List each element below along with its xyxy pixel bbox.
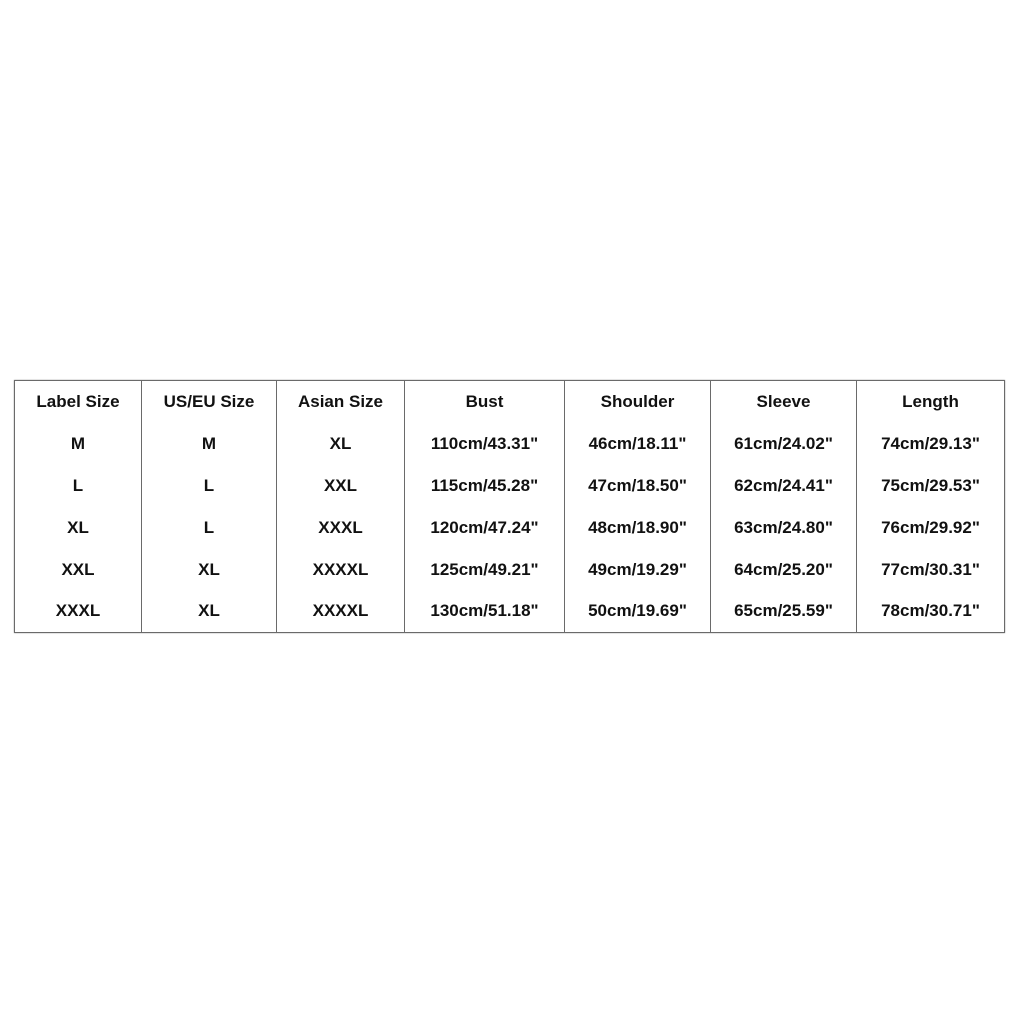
cell-sleeve: 62cm/24.41": [711, 465, 857, 507]
cell-length: 76cm/29.92": [857, 507, 1005, 549]
header-length: Length: [857, 381, 1005, 423]
table-row: [15, 507, 1005, 549]
table-row: [15, 591, 1005, 633]
cell-shoulder: 50cm/19.69": [565, 591, 711, 633]
header-sleeve: Sleeve: [711, 381, 857, 423]
cell-bust: 120cm/47.24": [405, 507, 565, 549]
header-shoulder: Shoulder: [565, 381, 711, 423]
cell-shoulder: 49cm/19.29": [565, 549, 711, 591]
cell-length: 78cm/30.71": [857, 591, 1005, 633]
cell-shoulder: 46cm/18.11": [565, 423, 711, 465]
cell-us-eu-size: XL: [142, 549, 277, 591]
cell-length: 77cm/30.31": [857, 549, 1005, 591]
cell-asian-size: XXL: [277, 465, 405, 507]
cell-shoulder: 48cm/18.90": [565, 507, 711, 549]
table-row: [15, 423, 1005, 465]
cell-us-eu-size: L: [142, 465, 277, 507]
cell-sleeve: 61cm/24.02": [711, 423, 857, 465]
cell-label-size: M: [15, 423, 142, 465]
header-asian-size: Asian Size: [277, 381, 405, 423]
cell-asian-size: XXXL: [277, 507, 405, 549]
cell-length: 74cm/29.13": [857, 423, 1005, 465]
size-chart-table: [14, 380, 1005, 633]
header-bust: Bust: [405, 381, 565, 423]
cell-bust: 110cm/43.31": [405, 423, 565, 465]
cell-us-eu-size: M: [142, 423, 277, 465]
cell-sleeve: 65cm/25.59": [711, 591, 857, 633]
table-header-row: [15, 381, 1005, 423]
header-label-size: Label Size: [15, 381, 142, 423]
cell-bust: 130cm/51.18": [405, 591, 565, 633]
cell-label-size: XL: [15, 507, 142, 549]
cell-label-size: L: [15, 465, 142, 507]
header-us-eu-size: US/EU Size: [142, 381, 277, 423]
cell-asian-size: XXXXL: [277, 549, 405, 591]
cell-shoulder: 47cm/18.50": [565, 465, 711, 507]
cell-label-size: XXXL: [15, 591, 142, 633]
cell-bust: 125cm/49.21": [405, 549, 565, 591]
cell-asian-size: XXXXL: [277, 591, 405, 633]
cell-asian-size: XL: [277, 423, 405, 465]
cell-sleeve: 63cm/24.80": [711, 507, 857, 549]
cell-us-eu-size: XL: [142, 591, 277, 633]
cell-bust: 115cm/45.28": [405, 465, 565, 507]
cell-us-eu-size: L: [142, 507, 277, 549]
cell-label-size: XXL: [15, 549, 142, 591]
table-row: [15, 465, 1005, 507]
table-row: [15, 549, 1005, 591]
cell-length: 75cm/29.53": [857, 465, 1005, 507]
cell-sleeve: 64cm/25.20": [711, 549, 857, 591]
